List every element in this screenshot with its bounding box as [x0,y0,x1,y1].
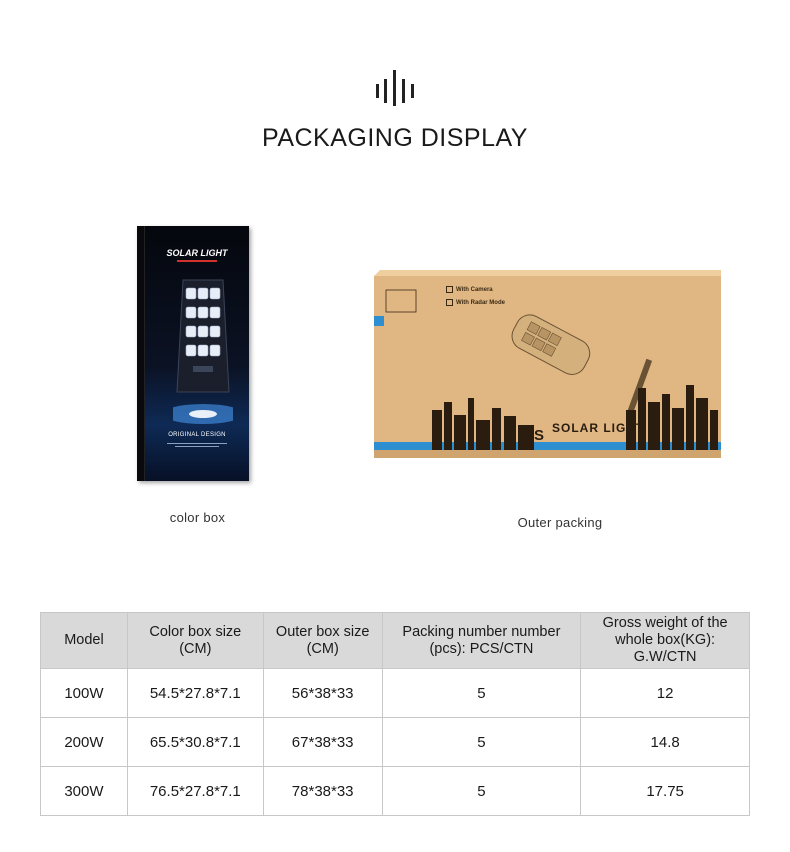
packing-spec-table [40,612,750,816]
color-box-image [137,226,249,481]
table-row [41,669,750,718]
cell-model: 100W [41,669,128,718]
cell-outer-box-size: 67*38*33 [263,718,382,767]
cell-gross-weight: 17.75 [581,767,750,816]
table-row [41,767,750,816]
cell-color-box-size: 65.5*30.8*7.1 [127,718,263,767]
color-box-caption: color box [169,510,226,525]
equalizer-bars-icon [374,70,416,106]
cell-color-box-size: 76.5*27.8*7.1 [127,767,263,816]
svg-text:S: S [534,427,546,444]
color-box-tagline: ORIGINAL DESIGN [168,432,226,438]
color-box-brand: SOLAR LIGHT [166,248,228,258]
header-packing-number: Packing number number (pcs): PCS/CTN [382,613,581,669]
table-header-row [41,613,750,669]
table-row [41,718,750,767]
option-radar: With Radar Mode [446,299,505,306]
page-title: PACKAGING DISPLAY [262,124,528,152]
header-gross-weight: Gross weight of the whole box(KG): G.W/CTN [581,613,750,669]
header-model: Model [41,613,128,669]
header-outer-box-size: Outer box size (CM) [263,613,382,669]
cell-outer-box-size: 78*38*33 [263,767,382,816]
carton-brand: SOLAR LIGHT [552,421,645,435]
outer-carton-image [374,270,721,458]
cell-gross-weight: 14.8 [581,718,750,767]
outer-packing-caption: Outer packing [517,515,603,530]
cell-gross-weight: 12 [581,669,750,718]
cell-model: 300W [41,767,128,816]
cell-packing-number: 5 [382,669,581,718]
cell-outer-box-size: 56*38*33 [263,669,382,718]
cell-color-box-size: 54.5*27.8*7.1 [127,669,263,718]
header-color-box-size: Color box size (CM) [127,613,263,669]
lamp-illustration [173,274,233,424]
cell-packing-number: 5 [382,767,581,816]
option-camera: With Camera [446,286,493,293]
cell-packing-number: 5 [382,718,581,767]
cell-model: 200W [41,718,128,767]
